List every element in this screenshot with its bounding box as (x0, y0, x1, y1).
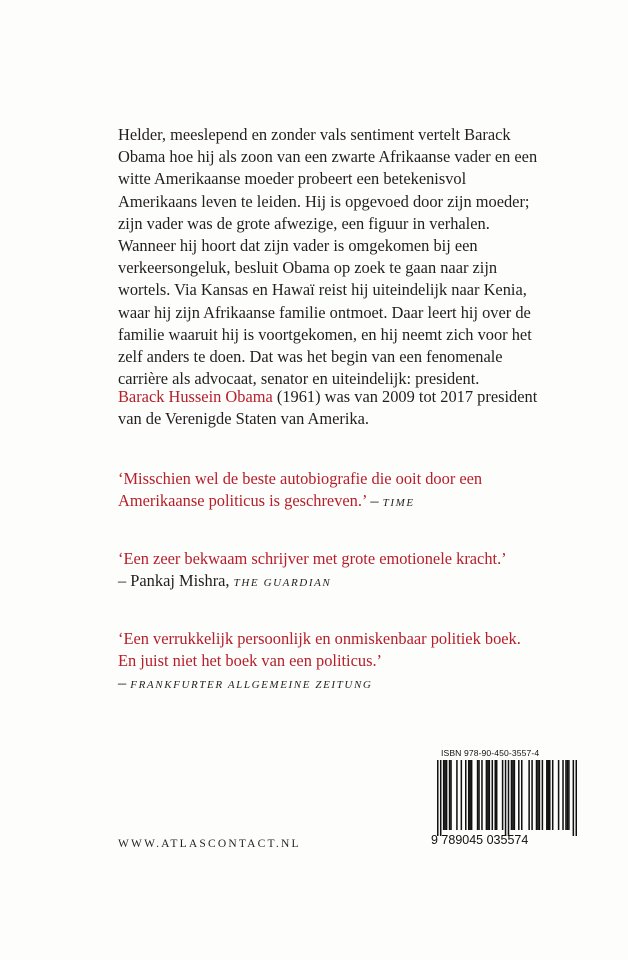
barcode-bar (518, 760, 520, 830)
publisher-website: WWW.ATLASCONTACT.NL (118, 838, 301, 850)
barcode-bar (549, 760, 551, 830)
barcode-bar (437, 760, 439, 836)
review-quote-3-dash: – (118, 673, 131, 693)
review-quote-2-source: THE GUARDIAN (233, 577, 332, 590)
barcode-bar (521, 760, 523, 830)
barcode-bar (477, 760, 479, 830)
barcode-bar (508, 760, 510, 836)
barcode-bar (468, 760, 470, 830)
review-quote-1-dash: – (366, 491, 383, 511)
barcode-bar (512, 760, 514, 830)
review-quote-1-text: ‘Misschien wel de beste autobiografie die ooit door een Amerikaanse politicus is geschreven.’ (118, 469, 483, 511)
barcode-bar (449, 760, 451, 830)
barcode-bar (514, 760, 516, 830)
barcode-bar (542, 760, 544, 830)
barcode-bar (461, 760, 463, 830)
barcode-bar (565, 760, 567, 830)
barcode-bar (546, 760, 548, 830)
barcode-bar (440, 760, 442, 836)
author-bio (118, 386, 538, 430)
barcode-bar (456, 760, 458, 830)
barcode-bar (511, 760, 513, 830)
barcode-bar (444, 760, 446, 830)
isbn-label: ISBN 978-90-450-3557-4 (441, 748, 540, 758)
blurb-paragraph: Helder, meeslepend en zonder vals sentiment vertelt Barack Obama hoe hij als zoon van een zwarte Afrikaanse vader en een witte Amerikaanse moeder probeert een betekenisvol Amerikaans leven te leiden. Hij is opgevoed door zijn moeder; zijn vader was de grote afwezige, een figuur in verhalen. Wanneer hij hoort dat zijn vader is omgekomen bij een verkeersongeluk, besluit Obama op zoek te gaan naar zijn wortels. Via Kansas en Hawaï reist hij uiteindelijk naar Kenia, waar hij zijn Afrikaanse familie ontmoet. Daar leert hij over de familie waaruit hij is voortgekomen, en hij neemt zich voor het zelf anders te doen. Dat was het begin van een fenomenale carrière als advocaat, senator en uiteindelijk: president. (118, 125, 538, 389)
review-quote-3-source: FRANKFURTER ALLGEMEINE ZEITUNG (130, 679, 373, 692)
barcode-bar (443, 760, 445, 830)
barcode-bar (528, 760, 530, 830)
barcode-bar (548, 760, 550, 830)
barcode-bar (489, 760, 491, 830)
barcode-bar (568, 760, 570, 830)
review-quote-2-dash: – Pankaj Mishra, (118, 571, 234, 591)
barcode-bar (471, 760, 473, 830)
barcode-digits: 9 789045 035574 (431, 833, 529, 847)
barcode-bar (494, 760, 496, 830)
barcode-bar (558, 760, 560, 830)
isbn-barcode-block (431, 748, 579, 856)
barcode-bar (446, 760, 448, 830)
barcode-bar (573, 760, 575, 836)
barcode-bar (536, 760, 538, 830)
review-quote-1 (118, 468, 538, 514)
barcode-bar (537, 760, 539, 830)
barcode-bar (502, 760, 504, 830)
barcode-bar (562, 760, 564, 830)
barcode-icon (437, 760, 577, 836)
barcode-bar (486, 760, 488, 830)
barcode-bar (496, 760, 498, 830)
review-quote-2 (118, 548, 538, 594)
barcode-bar (450, 760, 452, 830)
review-quote-3-text: ‘Een verrukkelijk persoonlijk en onmiskenbaar politiek boek. En juist niet het boek van een politicus.’ (118, 629, 521, 671)
barcode-bar (481, 760, 483, 830)
barcode-bar (539, 760, 541, 830)
barcode-bar (505, 760, 507, 836)
barcode-bar (552, 760, 554, 830)
barcode-bar (531, 760, 533, 830)
barcode-bar (469, 760, 471, 830)
barcode-bar (567, 760, 569, 830)
author-bio-text: (1961) was van 2009 tot 2017 president van de Verenigde Staten van Amerika. (118, 387, 538, 429)
barcode-bar (487, 760, 489, 830)
barcode-bar (465, 760, 467, 830)
author-name: Barack Hussein Obama (118, 387, 273, 406)
review-quote-2-text: ‘Een zeer bekwaam schrijver met grote emotionele kracht.’ (118, 549, 507, 568)
review-quote-3 (118, 628, 538, 697)
barcode-bar (576, 760, 577, 836)
review-quote-1-source: TIME (382, 497, 415, 510)
barcode-bar (478, 760, 480, 830)
barcode-bar (492, 760, 494, 830)
